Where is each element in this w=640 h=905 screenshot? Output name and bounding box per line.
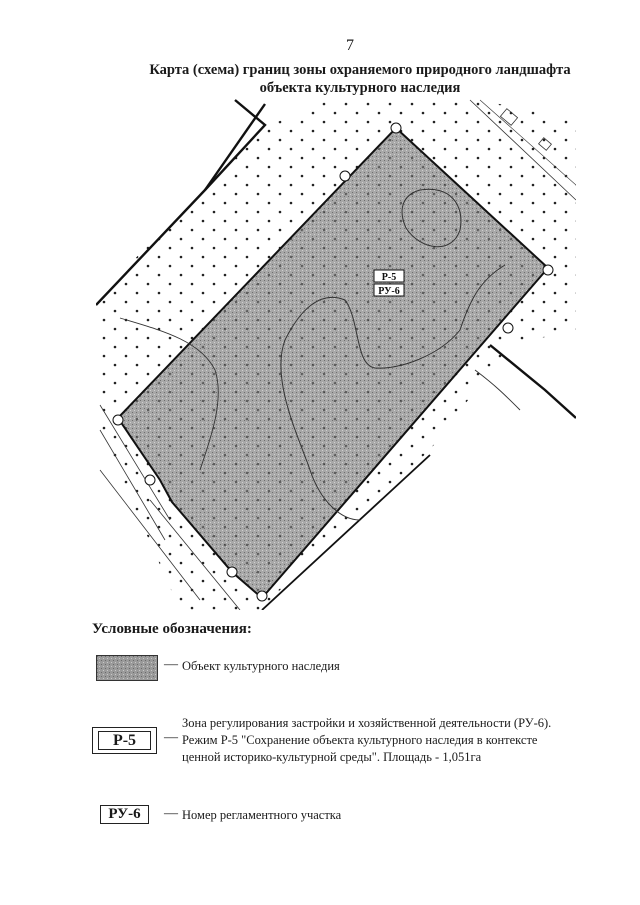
legend-heritage-text: Объект культурного наследия: [182, 659, 340, 673]
legend-zone-symbol: [92, 727, 157, 754]
legend-zone-text: [182, 715, 551, 766]
legend-zone-symbol-text: Р-5: [98, 731, 151, 750]
legend-dash-1: —: [164, 657, 178, 672]
page-number: 7: [346, 37, 354, 54]
legend-zone-line-3: ценной историко-культурной среды". Площадь - 1,051га: [182, 750, 482, 764]
legend-heritage-swatch: [96, 655, 158, 681]
legend-dash-3: —: [164, 806, 178, 821]
legend-zone-line-1: Зона регулирования застройки и хозяйственной деятельности (РУ-6).: [182, 716, 552, 730]
boundary-line-right: [490, 345, 576, 418]
legend-heading: Условные обозначения:: [92, 621, 252, 637]
legend-section-symbol: РУ-6: [100, 805, 149, 824]
map-zone-label: Р-5: [381, 272, 397, 283]
legend-section-text: Номер регламентного участка: [182, 808, 342, 822]
map-section-label: РУ-6: [378, 286, 400, 297]
legend-zone-line-2: Режим Р-5 "Сохранение объекта культурного наследия в контексте: [182, 733, 538, 747]
legend-dash-2: —: [164, 730, 178, 745]
title-line-1: Карта (схема) границ зоны охраняемого природного ландшафта: [149, 62, 571, 78]
title-line-2: объекта культурного наследия: [259, 80, 461, 96]
